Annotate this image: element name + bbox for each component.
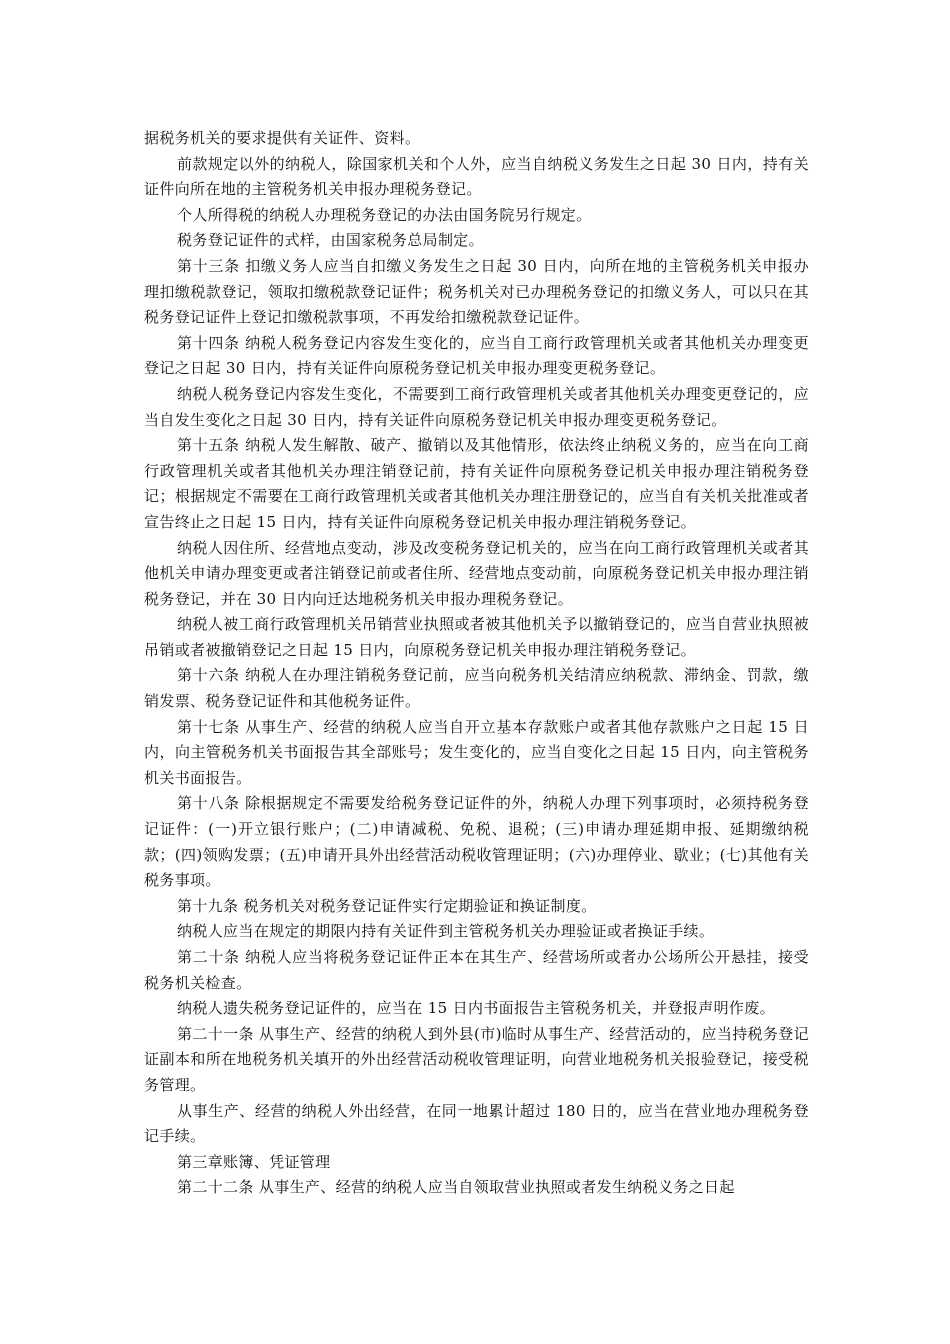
article-14: 第十四条 纳税人税务登记内容发生变化的，应当自工商行政管理机关或者其他机关办理变更登记之日起 30 日内，持有关证件向原税务登记机关申报办理变更税务登记。 bbox=[144, 333, 809, 378]
paragraph: 税务登记证件的式样，由国家税务总局制定。 bbox=[177, 231, 485, 250]
article-13: 第十三条 扣缴义务人应当自扣缴义务发生之日起 30 日内，向所在地的主管税务机关申报办理扣缴税款登记，领取扣缴税款登记证件；税务机关对已办理税务登记的扣缴义务人，可以只在其税务登记证件上登记扣缴税款事项，不再发给扣缴税款登记证件。 bbox=[144, 256, 809, 327]
paragraph: 据税务机关的要求提供有关证件、资料。 bbox=[144, 129, 421, 147]
article-18: 第十八条 除根据规定不需要发给税务登记证件的外，纳税人办理下列事项时，必须持税务登记证件：(一)开立银行账户；(二)申请减税、免税、退税；(三)申请办理延期申报、延期缴纳税款；(四)领购发票；(五)申请开具外出经营活动税收管理证明；(六)办理停业、歇业；(七)其他有关税务事项。 bbox=[144, 794, 809, 890]
paragraph: 前款规定以外的纳税人，除国家机关和个人外，应当自纳税义务发生之日起 30 日内，持有关证件向所在地的主管税务机关申报办理税务登记。 bbox=[144, 154, 809, 199]
paragraph: 个人所得税的纳税人办理税务登记的办法由国务院另行规定。 bbox=[177, 205, 592, 224]
paragraph: 纳税人被工商行政管理机关吊销营业执照或者被其他机关予以撤销登记的，应当自营业执照被吊销或者被撤销登记之日起 15 日内，向原税务登记机关申报办理注销税务登记。 bbox=[144, 615, 809, 659]
article-19: 第十九条 税务机关对税务登记证件实行定期验证和换证制度。 bbox=[177, 896, 597, 915]
article-21: 第二十一条 从事生产、经营的纳税人到外县(市)临时从事生产、经营活动的，应当持税务登记证副本和所在地税务机关填开的外出经营活动税收管理证明，向营业地税务机关报验登记，接受税务管理。 bbox=[144, 1024, 809, 1094]
paragraph: 纳税人因住所、经营地点变动，涉及改变税务登记机关的，应当在向工商行政管理机关或者其他机关申请办理变更或者注销登记前或者住所、经营地点变动前，向原税务登记机关申报办理注销税务登记，并在 30 日内向迁达地税务机关申报办理税务登记。 bbox=[144, 538, 809, 608]
paragraph: 纳税人应当在规定的期限内持有关证件到主管税务机关办理验证或者换证手续。 bbox=[177, 922, 715, 941]
paragraph: 从事生产、经营的纳税人外出经营，在同一地累计超过 180 日的，应当在营业地办理税务登记手续。 bbox=[144, 1101, 809, 1146]
article-17: 第十七条 从事生产、经营的纳税人应当自开立基本存款账户或者其他存款账户之日起 15 日内，向主管税务机关书面报告其全部账号；发生变化的，应当自变化之日起 15 日内，向主管税务机关书面报告。 bbox=[144, 717, 809, 787]
paragraph: 纳税人税务登记内容发生变化，不需要到工商行政管理机关或者其他机关办理变更登记的，应当自发生变化之日起 30 日内，持有关证件向原税务登记机关申报办理变更税务登记。 bbox=[144, 384, 809, 429]
paragraph: 纳税人遗失税务登记证件的，应当在 15 日内书面报告主管税务机关，并登报声明作废。 bbox=[177, 999, 775, 1018]
chapter-heading: 第三章账簿、凭证管理 bbox=[177, 1152, 331, 1171]
article-16: 第十六条 纳税人在办理注销税务登记前，应当向税务机关结清应纳税款、滞纳金、罚款，缴销发票、税务登记证件和其他税务证件。 bbox=[144, 666, 809, 711]
document-page bbox=[144, 126, 809, 1201]
article-20: 第二十条 纳税人应当将税务登记证件正本在其生产、经营场所或者办公场所公开悬挂，接受税务机关检查。 bbox=[144, 948, 809, 992]
article-15: 第十五条 纳税人发生解散、破产、撤销以及其他情形，依法终止纳税义务的，应当在向工商行政管理机关或者其他机关办理注销登记前，持有关证件向原税务登记机关申报办理注销税务登记；根据规定不需要在工商行政管理机关或者其他机关办理注册登记的，应当自有关机关批准或者宣告终止之日起 15 日内，持有关证件向原税务登记机关申报办理注销税务登记。 bbox=[144, 436, 809, 531]
article-22: 第二十二条 从事生产、经营的纳税人应当自领取营业执照或者发生纳税义务之日起 bbox=[177, 1178, 735, 1197]
